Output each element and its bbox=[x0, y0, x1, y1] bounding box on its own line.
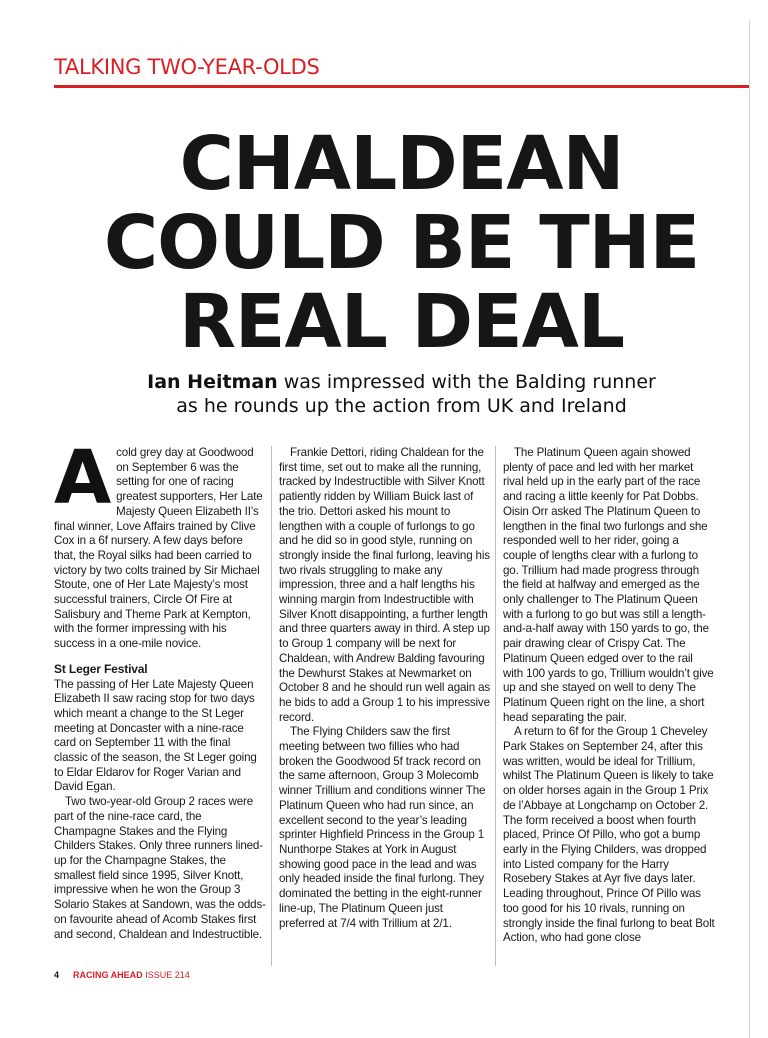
page-footer bbox=[54, 970, 190, 980]
subheading: St Leger Festival bbox=[54, 661, 148, 676]
standfirst bbox=[54, 370, 749, 418]
headline bbox=[54, 121, 749, 365]
paragraph: The Flying Childers saw the first meeting between two fillies who had broken the Goodwood 5f track record on the same afternoon, Group 3 Molecomb winner Trillium and conditions winner The Platinum Queen who had run since, an excellent second to the year’s leading sprinter Highfield Princess in the Group 1 Nunthorpe Stakes at York in August showing good pace in the lead and was only headed inside the final furlong. They dominated the betting in the eight-runner line-up, The Platinum Queen just preferred at 7/4 with Trillium at 2/1. bbox=[279, 725, 486, 930]
column-divider bbox=[271, 446, 272, 966]
standfirst-line-2: as he rounds up the action from UK and Ireland bbox=[176, 395, 627, 417]
section-rule bbox=[54, 85, 749, 88]
article-column-3 bbox=[503, 446, 715, 946]
issue-number: ISSUE 214 bbox=[142, 970, 190, 980]
paragraph: Two two-year-old Group 2 races were part of the nine-race card, the Champagne Stakes and the Flying Childers Stakes. Only three runners lined-up for the Champagne Stakes, the smallest field since 1995, Silver Knott, impressive when he won the Group 3 Solario Stakes at Sandown, was the odds-on favourite ahead of Acomb Stakes first and second, Chaldean and Indestructible. bbox=[54, 795, 266, 941]
paragraph bbox=[54, 435, 266, 652]
headline-line-3: REAL DEAL bbox=[178, 279, 625, 365]
magazine-name: RACING AHEAD bbox=[73, 970, 143, 980]
standfirst-line-1-text: was impressed with the Balding runner bbox=[277, 371, 656, 393]
headline-line-1: CHALDEAN bbox=[179, 121, 624, 207]
paragraph: The Platinum Queen again showed plenty of pace and led with her market rival held up in the early part of the race and racing a little keenly for Pat Dobbs. Oisin Orr asked The Platinum Queen to lengthen in the final two furlongs and she responded well to her rider, going a couple of lengths clear with a furlong to go. Trillium had made progress through the field at halfway and emerged as the only challenger to The Platinum Queen with a furlong to go but was still a length-and-a-half away with 150 yards to go, the pair drawing clear of Crispy Cat. The Platinum Queen edged over to the rail with 100 yards to go, Trillium wouldn’t give up and she stayed on well to deny The Platinum Queen right on the line, a short head separating the pair. bbox=[503, 446, 714, 724]
article-column-1 bbox=[54, 435, 266, 942]
drop-cap: A bbox=[54, 435, 112, 521]
column-divider bbox=[495, 446, 496, 966]
section-label: TALKING TWO-YEAR-OLDS bbox=[54, 55, 320, 79]
paragraph-text: cold grey day at Goodwood on September 6 was the setting for one of racing greatest supporters, Her Late Majesty Queen Elizabeth II’s final winner, Love Affairs trained by Clive Cox in a 6f nursery. A few days before that, the Royal silks had been carried to victory by two colts trained by Sir Michael Stoute, one of Her Late Majesty’s most successful trainers, Circle Of Fire at Salisbury and Theme Park at Kempton, with the former impressing with his success in a one-mile novice. bbox=[54, 446, 263, 651]
headline-line-2: COULD BE THE bbox=[103, 200, 700, 286]
page-number: 4 bbox=[54, 970, 60, 980]
standfirst-line-1 bbox=[54, 370, 749, 394]
paragraph: Frankie Dettori, riding Chaldean for the first time, set out to make all the running, tracked by Indestructible with Silver Knott patiently ridden by William Buick last of the trio. Dettori asked his mount to lengthen with a couple of furlongs to go and he did so in good style, running on strongly inside the final furlong, leaving his two rivals struggling to make any impression, three and a half lengths his winning margin from Indestructible with Silver Knott disappointing, a further length and three quarters away in third. A step up to Group 1 company will be next for Chaldean, with Andrew Balding favouring the Dewhurst Stakes at Newmarket on October 8 and he should run well again as he bids to add a Group 1 to his impressive record. bbox=[279, 446, 491, 724]
paragraph: The passing of Her Late Majesty Queen Elizabeth II saw racing stop for two days which meant a change to the St Leger meeting at Doncaster with a nine-race card on September 11 with the final classic of the season, the St Leger going to Eldar Eldarov for Roger Varian and David Egan. bbox=[54, 677, 257, 794]
article-column-2 bbox=[279, 446, 491, 931]
author-name: Ian Heitman bbox=[147, 371, 278, 393]
page-edge-line bbox=[749, 20, 750, 1038]
paragraph: A return to 6f for the Group 1 Cheveley Park Stakes on September 24, after this was written, would be ideal for Trillium, whilst The Platinum Queen is likely to take on older horses again in the Group 1 Prix de l’Abbaye at Longchamp on October 2. The form received a boost when fourth placed, Prince Of Pillo, who got a bump early in the Flying Childers, was dropped into Listed company for the Harry Rosebery Stakes at Ayr five days later. Leading throughout, Prince Of Pillo was too good for his 10 rivals, running on strongly inside the final furlong to beat Bolt Action, who had gone close bbox=[503, 725, 715, 945]
